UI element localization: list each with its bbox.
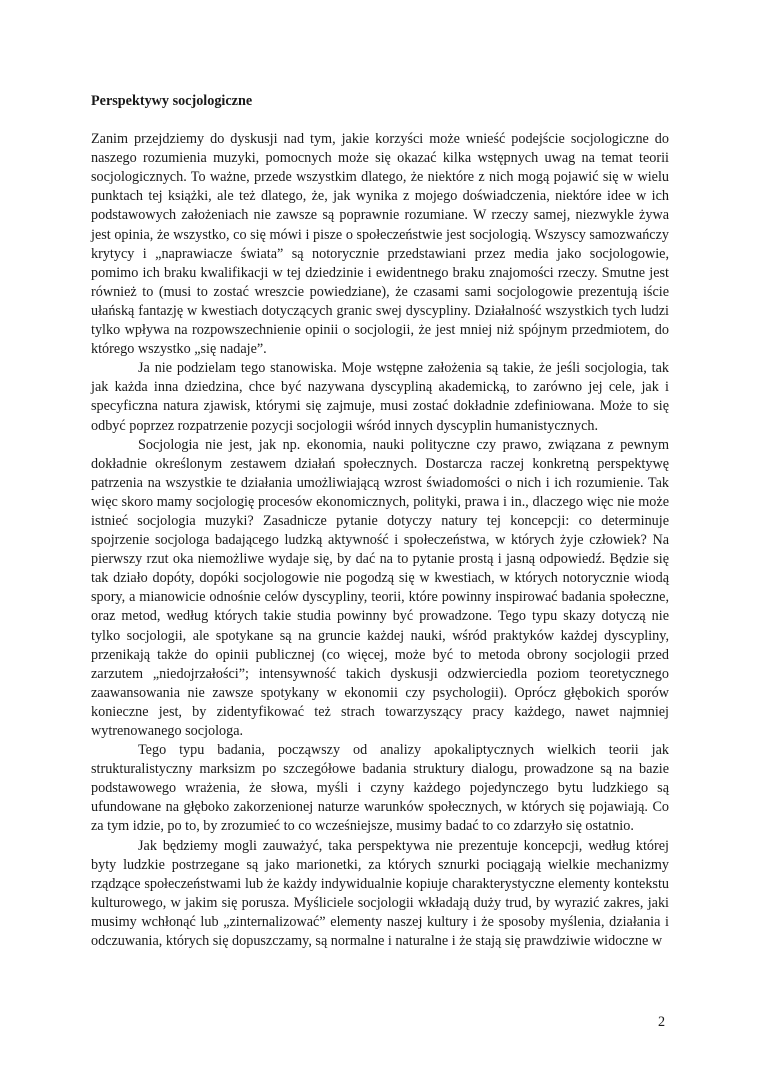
page-content	[91, 92, 669, 951]
paragraph-1: Zanim przejdziemy do dyskusji nad tym, jakie korzyści może wnieść podejście socjologiczne do naszego rozumienia muzyki, pomocnych może się okazać kilka wstępnych uwag na temat teorii socjologicznych. To ważne, przede wszystkim dlatego, że niektóre z nich mogą pojawić się w wielu punktach tej książki, ale też dlatego, że, jak wynika z mojego doświadczenia, niektóre idee w ich podstawowych założeniach nie zawsze są poprawnie rozumiane. W rzeczy samej, niezwykle żywa jest opinia, że wszystko, co się mówi i pisze o społeczeństwie jest socjologią. Wszyscy samozwańczy krytycy i „naprawiacze świata” są notorycznie przedstawiani przez media jako socjologowie, pomimo ich braku kwalifikacji w tej dziedzinie i ewidentnego braku znajomości rzeczy. Smutne jest również to (musi to zostać wreszcie powiedziane), że czasami sami socjologowie prezentują iście ułańską fantazję w kwestiach dotyczących granic swej dyscypliny. Działalność wszystkich tych ludzi tylko wpływa na rozpowszechnienie opinii o socjologii, że jest mniej niż spójnym przedmiotem, do którego wszystko „się nadaje”.	[91, 131, 669, 358]
page-number: 2	[658, 1014, 666, 1030]
section-title: Perspektywy socjologiczne	[91, 93, 253, 109]
paragraph-3: Socjologia nie jest, jak np. ekonomia, nauki polityczne czy prawo, związana z pewnym dokładnie określonym zestawem działań społecznych. Dostarcza raczej konkretną perspektywę patrzenia na wszystkie te działania umożliwiającą wzrost świadomości o nich i ich rozumienie. Tak więc skoro mamy socjologię procesów ekonomicznych, polityki, prawa i in., dlaczego więc nie może istnieć socjologia muzyki? Zasadnicze pytanie dotyczy natury tej koncepcji: co determinuje spojrzenie socjologa badającego ludzką aktywność i społeczeństwa, w których żyje człowiek? Na pierwszy rzut oka niemożliwe wydaje się, by dać na to pytanie prostą i jasną odpowiedź. Będzie się tak działo dopóty, dopóki socjologowie nie pogodzą się w kwestiach, w których notorycznie wiodą spory, a mianowicie odnośnie celów dyscypliny, teorii, które powinny inspirować badania społeczne, oraz metod, według których takie studia powinny być prowadzone. Tego typu skazy dotyczą nie tylko socjologii, ale spotykane są na gruncie każdej nauki, wśród praktyków każdej dyscypliny, przenikają także do opinii publicznej (co więcej, może być to metoda obrony socjologii przed zarzutem „niedojrzałości”; intensywność takich dyskusji odzwierciedla poziom teoretycznego zaawansowania nie zawsze spotykany w ekonomii czy psychologii). Oprócz głębokich sporów konieczne jest, by zidentyfikować też strach towarzyszący pracy każdego, nawet najmniej wytrenowanego socjologa.	[91, 436, 669, 739]
paragraph-5: Jak będziemy mogli zauważyć, taka perspektywa nie prezentuje koncepcji, według której byty ludzkie postrzegane są jako marionetki, za których sznurki pociągają wielkie mechanizmy rządzące społeczeństwami lub że każdy indywidualnie kopiuje charakterystyczne elementy kontekstu kulturowego, w jakim się porusza. Myśliciele socjologii wkładają duży trud, by wyrazić zakres, jaki musimy wchłonąć lub „zinternalizować” elementy naszej kultury i że sposoby myślenia, działania i odczuwania, których się dopuszczamy, są normalne i naturalne i że stają się prawdziwie widoczne w	[91, 837, 669, 950]
paragraph-2: Ja nie podzielam tego stanowiska. Moje wstępne założenia są takie, że jeśli socjologia, tak jak każda inna dziedzina, chce być nazywana dyscypliną akademicką, to zarówno jej cele, jak i specyficzna natura zjawisk, którymi się zajmuje, musi zostać dokładnie zdefiniowana. Może to się odbyć poprzez rozpatrzenie pozycji socjologii wśród innych dyscyplin humanistycznych.	[91, 360, 669, 434]
paragraph-4: Tego typu badania, począwszy od analizy apokaliptycznych wielkich teorii jak strukturalistyczny marksizm po szczegółowe badania struktury dialogu, prowadzone są na bazie podstawowego wrażenia, że słowa, myśli i czyny każdego pojedynczego bytu ludzkiego są ufundowane na głęboko zakorzenionej naturze warunków społecznych, w których się pojawiają. Co za tym idzie, po to, by zrozumieć to co wcześniejsze, musimy badać to co zdarzyło się ostatnio.	[91, 742, 669, 835]
